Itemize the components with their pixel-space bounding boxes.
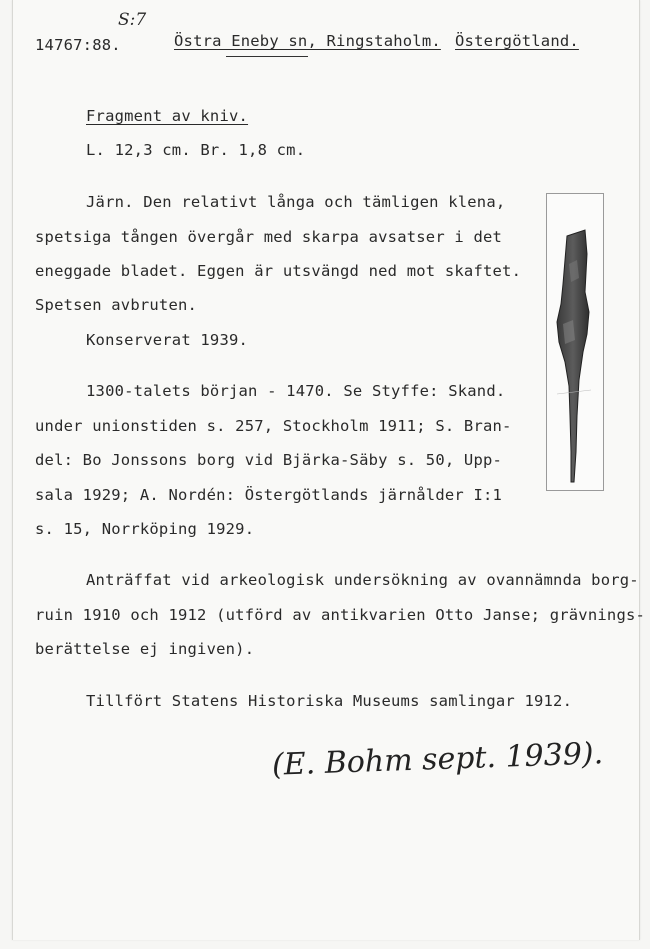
conservation-note: Konserverat 1939. bbox=[86, 331, 249, 349]
small-handwritten-mark: S:7 bbox=[118, 10, 147, 30]
find-line: berättelse ej ingiven). bbox=[35, 640, 255, 658]
find-location: Östra Eneby sn, Ringstaholm. bbox=[174, 32, 441, 50]
dating-line: del: Bo Jonssons borg vid Bjärka-Säby s. 50, Upp- bbox=[35, 451, 503, 469]
knife-photo bbox=[546, 193, 604, 491]
handwritten-signature: (E. Bohm sept. 1939). bbox=[271, 736, 604, 783]
object-title: Fragment av kniv. bbox=[86, 107, 249, 125]
knife-fragment-icon bbox=[547, 194, 603, 490]
find-line: ruin 1910 och 1912 (utförd av antikvarien Otto Janse; grävnings- bbox=[35, 606, 646, 624]
dating-line: s. 15, Norrköping 1929. bbox=[35, 520, 255, 538]
object-dimensions: L. 12,3 cm. Br. 1,8 cm. bbox=[86, 141, 306, 159]
description-line: eneggade bladet. Eggen är utsvängd ned mot skaftet. bbox=[35, 262, 522, 280]
dating-line: 1300-talets början - 1470. Se Styffe: Skand. bbox=[86, 382, 506, 400]
dating-line: sala 1929; A. Nordén: Östergötlands järnålder I:1 bbox=[35, 486, 503, 504]
description-line: spetsiga tången övergår med skarpa avsatser i det bbox=[35, 228, 503, 246]
catalog-number: 14767:88. bbox=[35, 36, 121, 54]
location-underline-mark bbox=[226, 56, 308, 57]
dating-line: under unionstiden s. 257, Stockholm 1911; S. Bran- bbox=[35, 417, 512, 435]
description-line: Spetsen avbruten. bbox=[35, 296, 198, 314]
region: Östergötland. bbox=[455, 32, 579, 50]
find-line: Anträffat vid arkeologisk undersökning av ovannämnda borg- bbox=[86, 571, 639, 589]
acquisition-note: Tillfört Statens Historiska Museums samlingar 1912. bbox=[86, 692, 573, 710]
description-line: Järn. Den relativt långa och tämligen klena, bbox=[86, 193, 506, 211]
